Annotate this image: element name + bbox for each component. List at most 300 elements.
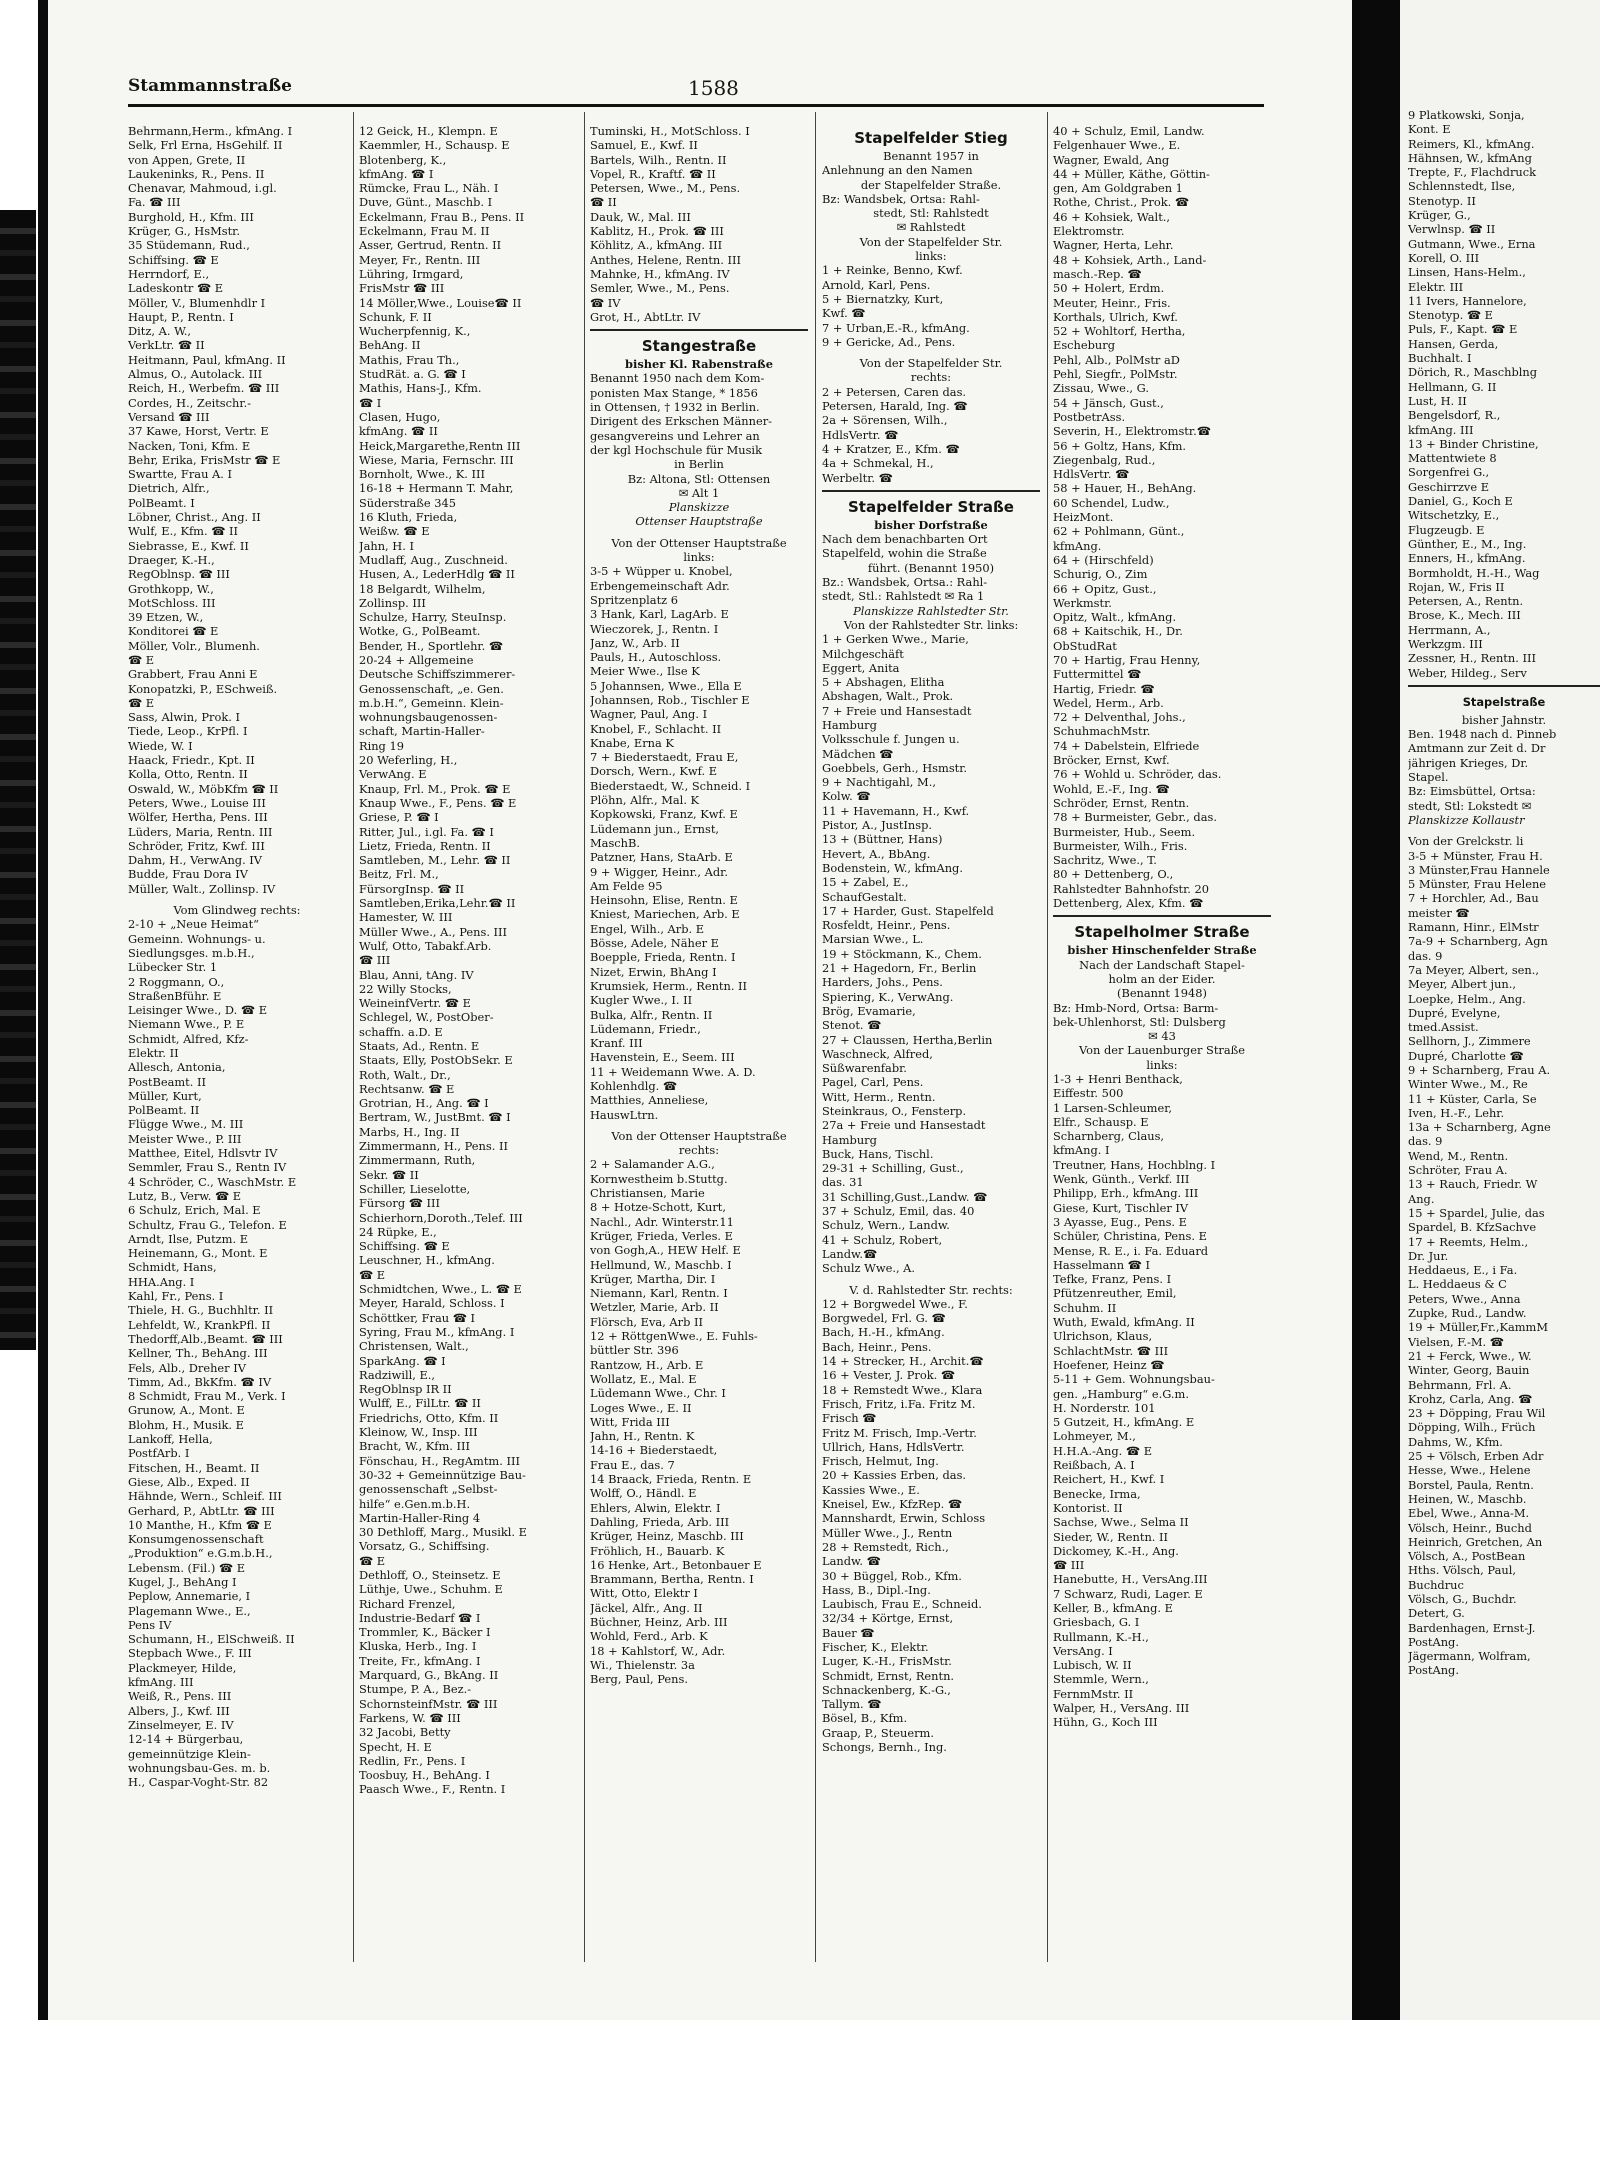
directory-entry-line: masch.-Rep. ☎ (1053, 266, 1142, 281)
directory-entry-line: 22 Willy Stocks, (359, 981, 452, 996)
directory-entry-line: 3 Münster,Frau Hannele (1408, 862, 1550, 877)
directory-entry-line: kfmAng. I (1053, 1143, 1110, 1158)
directory-entry-line: ☎ III (359, 953, 391, 968)
directory-entry-line: Flügge Wwe., M. III (128, 1117, 244, 1132)
directory-entry-line: Wagner, Ewald, Ang (1053, 152, 1170, 167)
directory-entry-line: Buchhalt. I (1408, 351, 1472, 366)
directory-entry-line: Berg, Paul, Pens. (590, 1672, 688, 1687)
directory-entry-line: kfmAng. ☎ I (359, 166, 434, 181)
directory-entry-line: Rümcke, Frau L., Näh. I (359, 181, 499, 196)
directory-entry-line: Schiffsing. ☎ E (359, 1239, 450, 1254)
directory-entry-line: 58 + Hauer, H., BehAng. (1053, 481, 1197, 496)
directory-entry-line: Ring 19 (359, 738, 404, 753)
directory-entry-line: Zissau, Wwe., G. (1053, 381, 1149, 396)
directory-entry-line: Rullmann, K.-H., (1053, 1629, 1149, 1644)
directory-entry-line: 8 + Hotze-Schott, Kurt, (590, 1200, 727, 1215)
directory-entry-line: 2 Roggmann, O., (128, 974, 225, 989)
directory-entry-line: Wohld, E.-F., Ing. ☎ (1053, 781, 1170, 796)
directory-entry-line: Herrmann, A., (1408, 622, 1491, 637)
directory-entry-line: Zinselmeyer, E. IV (128, 1717, 234, 1732)
directory-entry-line: Kwf. ☎ (822, 306, 866, 321)
directory-entry-line: Schnackenberg, K.-G., (822, 1682, 951, 1697)
directory-entry-line: 50 + Holert, Erdm. (1053, 281, 1165, 296)
directory-entry-line: kfmAng. ☎ II (359, 424, 438, 439)
directory-entry-line: Pagel, Carl, Pens. (822, 1075, 924, 1090)
page-number: 1588 (688, 76, 739, 100)
directory-entry-line: 2 + Salamander A.G., (590, 1157, 715, 1172)
directory-entry-line: Gutmann, Wwe., Erna (1408, 236, 1536, 251)
directory-entry-line: Siedlungsges. m.b.H., (128, 945, 255, 960)
directory-entry-line: wohnungsbau-Ges. m. b. (128, 1760, 271, 1775)
directory-entry-line: 4 Schröder, C., WaschMstr. E (128, 1174, 297, 1189)
directory-entry-line: Benannt 1957 in (883, 149, 979, 163)
directory-entry-line: 12 + RöttgenWwe., E. Fuhls- (590, 1329, 758, 1344)
directory-entry-line: 66 + Opitz, Gust., (1053, 581, 1157, 596)
directory-entry-line: Knaup, Frl. M., Prok. ☎ E (359, 781, 511, 796)
directory-entry-line: SchornsteinfMstr. ☎ III (359, 1696, 498, 1711)
directory-entry-line: Elfr., Schausp. E (1053, 1114, 1149, 1129)
directory-entry-line: Hamburg (822, 717, 877, 732)
directory-entry-line: Sachritz, Wwe., T. (1053, 853, 1157, 868)
directory-entry-line: Hass, B., Dipl.-Ing. (822, 1582, 931, 1597)
directory-entry-line: Asser, Gertrud, Rentn. II (359, 238, 502, 253)
directory-entry-line: Schultz, Frau G., Telefon. E (128, 1217, 287, 1232)
directory-entry-line: Specht, H. E (359, 1739, 432, 1754)
directory-entry-line: Kolla, Otto, Rentn. II (128, 767, 248, 782)
directory-entry-line: Lust, H. II (1408, 393, 1467, 408)
directory-entry-line: Von der Rahlstedter Str. links: (843, 617, 1019, 632)
directory-entry-line: Rantzow, H., Arb. E (590, 1357, 704, 1372)
directory-entry-line: HdlsVertr. ☎ (1053, 467, 1130, 482)
directory-entry-line: Griesbach, G. I (1053, 1615, 1140, 1630)
directory-entry-line: 14 Möller,Wwe., Louise☎ II (359, 295, 522, 310)
adjacent-page-column (1408, 108, 1600, 1678)
directory-entry-line: Ullrich, Hans, HdlsVertr. (822, 1439, 965, 1454)
directory-entry-line: Deutsche Schiffszimmerer- (359, 667, 516, 682)
directory-entry-line: 30 Dethloff, Marg., Musikl. E (359, 1525, 527, 1540)
directory-entry-line: Stapel. (1408, 770, 1449, 785)
directory-entry-line: Kaemmler, H., Schausp. E (359, 138, 510, 153)
directory-entry-line: Kohlenhdlg. ☎ (590, 1079, 678, 1093)
directory-entry-line: Hähnsen, W., kfmAng (1408, 150, 1532, 165)
directory-entry-line: Pens IV (128, 1617, 172, 1632)
directory-entry-line: Mädchen ☎ (822, 746, 894, 761)
directory-entry-line: Draeger, K.-H., (128, 552, 215, 567)
directory-entry-line: Müller, Kurt, (128, 1088, 202, 1103)
directory-entry-line: Staats, Elly, PostObSekr. E (359, 1053, 513, 1068)
directory-entry-line: Boepple, Frieda, Rentn. I (590, 950, 736, 965)
directory-entry-line: Bz.: Wandsbek, Ortsa.: Rahl- (822, 575, 988, 590)
directory-entry-line: Krüger, Frieda, Verles. E (590, 1228, 733, 1243)
directory-entry-line: 64 + (Hirschfeld) (1053, 552, 1154, 567)
directory-entry-line: Hamester, W. III (359, 910, 453, 925)
directory-entry-line: Schumann, H., ElSchweiß. II (128, 1632, 295, 1647)
directory-entry-line: Rosfeldt, Heinr., Pens. (822, 918, 951, 933)
directory-entry-line: H., Caspar-Voght-Str. 82 (128, 1775, 269, 1790)
directory-entry-line: Kontorist. II (1053, 1500, 1123, 1515)
directory-entry-line: Kahl, Fr., Pens. I (128, 1289, 224, 1304)
directory-entry-line: Griese, P. ☎ I (359, 810, 439, 825)
directory-entry-line: Völsch, Heinr., Buchd (1408, 1520, 1532, 1535)
directory-entry-line: Möller, Volr., Blumenh. (128, 638, 260, 653)
directory-entry-line: Winter Wwe., M., Re (1408, 1077, 1528, 1092)
directory-entry-line: 12 + Borgwedel Wwe., F. (822, 1296, 968, 1311)
directory-entry-line: RegOblnsp IR II (359, 1382, 452, 1397)
directory-entry-line: Bz: Wandsbek, Ortsa: Rahl- (822, 191, 980, 206)
directory-entry-line: Dauk, W., Mal. III (590, 209, 691, 224)
directory-entry-line: Bodenstein, W., kfmAng. (822, 860, 963, 875)
directory-entry-line: Ehlers, Alwin, Elektr. I (590, 1500, 721, 1515)
directory-entry-line: HHA.Ang. I (128, 1274, 195, 1289)
directory-entry-line: 20-24 + Allgemeine (359, 652, 474, 667)
directory-entry-line: Iven, H.-F., Lehr. (1408, 1105, 1505, 1120)
directory-entry-line: Patzner, Hans, StaArb. E (590, 850, 733, 865)
directory-entry-line: ☎ II (590, 195, 617, 210)
directory-entry-line: Severin, H., Elektromstr.☎ (1053, 424, 1211, 439)
directory-entry-line: Thedorff,Alb.,Beamt. ☎ III (128, 1331, 283, 1346)
directory-entry-line: 18 Belgardt, Wilhelm, (359, 581, 486, 596)
directory-entry-line: Schiller, Lieselotte, (359, 1181, 471, 1196)
directory-entry-line: Elektr. II (128, 1046, 179, 1060)
directory-entry-line: Walper, H., VersAng. III (1053, 1701, 1190, 1716)
directory-entry-line: Stemmle, Wern., (1053, 1672, 1149, 1687)
directory-entry-line: Lühring, Irmgard, (359, 266, 464, 281)
directory-entry-line: 11 + Havemann, H., Kwf. (822, 803, 970, 818)
directory-entry-line: Bz: Hmb-Nord, Ortsa: Barm- (1053, 1000, 1219, 1015)
directory-entry-line: Puls, F., Kapt. ☎ E (1408, 322, 1518, 337)
directory-entry-line: Futtermittel ☎ (1053, 667, 1142, 682)
directory-entry-line: Nachl., Adr. Winterstr.11 (590, 1214, 734, 1229)
directory-entry-line: Bösse, Adele, Näher E (590, 936, 720, 951)
directory-entry-line: 68 + Kaitschik, H., Dr. (1053, 624, 1183, 639)
directory-entry-line: Kolw. ☎ (822, 789, 871, 804)
directory-entry-line: Fischer, K., Elektr. (822, 1639, 929, 1654)
directory-entry-line: 32 Jacobi, Betty (359, 1725, 451, 1740)
directory-entry-line: Völsch, G., Buchdr. (1408, 1591, 1517, 1606)
directory-entry-line: wohnungsbaugenossen- (359, 710, 498, 725)
directory-entry-line: Jägermann, Wolfram, (1408, 1649, 1531, 1664)
directory-entry-line: Mahnke, H., kfmAng. IV (590, 266, 730, 281)
directory-entry-line: 1-3 + Henri Benthack, (1053, 1072, 1183, 1086)
directory-entry-line: Hamburg (822, 1132, 877, 1147)
directory-entry-line: kfmAng. III (1408, 422, 1474, 437)
directory-entry-line: ☎ E (359, 1553, 386, 1568)
directory-entry-line: Döpping, Wilh., Früch (1408, 1420, 1536, 1435)
directory-entry-line: 29-31 + Schilling, Gust., (822, 1161, 964, 1176)
directory-entry-line: 17 + Reemts, Helm., (1408, 1234, 1529, 1249)
directory-entry-line: Tuminski, H., MotSchloss. I (590, 124, 750, 138)
directory-entry-line: Schmidt, Hans, (128, 1260, 217, 1275)
directory-entry-line: Schröter, Frau A. (1408, 1163, 1508, 1178)
directory-entry-line: SchaufGestalt. (822, 889, 907, 904)
directory-entry-line: Möller, V., Blumenhdlr I (128, 295, 266, 310)
directory-entry-line: Lüthje, Uwe., Schuhm. E (359, 1582, 503, 1597)
directory-entry-line: Völsch, A., PostBean (1408, 1549, 1526, 1564)
directory-entry-line: Stapelfeld, wohin die Straße (822, 546, 987, 561)
directory-entry-line: PolBeamt. II (128, 1103, 200, 1118)
directory-entry-line: meister ☎ (1408, 905, 1470, 920)
directory-entry-line: tmed.Assist. (1408, 1020, 1479, 1035)
scan-bottom-margin (0, 2020, 1600, 2177)
directory-entry-line: Lüdemann Wwe., Chr. I (590, 1386, 726, 1401)
directory-entry-line: RegOblnsp. ☎ III (128, 567, 230, 582)
directory-entry-line: 8 Schmidt, Frau M., Verk. I (128, 1389, 286, 1404)
directory-entry-line: links: (1146, 1057, 1178, 1072)
directory-entry-line: stedt, Stl.: Rahlstedt ✉ Ra 1 (822, 589, 985, 604)
directory-entry-line: Fürsorg ☎ III (359, 1196, 441, 1211)
directory-entry-line: 3-5 + Münster, Frau H. (1408, 848, 1543, 863)
directory-entry-line: PostAng. (1408, 1663, 1459, 1678)
directory-entry-line: Landw.☎ (822, 1246, 878, 1261)
directory-entry-line: 19 + Müller,Fr.,KammM (1408, 1320, 1549, 1335)
directory-entry-line: bek-Uhlenhorst, Stl: Dulsberg (1053, 1014, 1226, 1029)
directory-entry-line: Grabbert, Frau Anni E (128, 667, 258, 682)
directory-entry-line: Abshagen, Walt., Prok. (822, 689, 954, 704)
directory-entry-line: Dahm, H., VerwAng. IV (128, 853, 263, 868)
directory-entry-line: Rojan, W., Fris II (1408, 579, 1505, 594)
directory-entry-line: Benecke, Irma, (1053, 1486, 1141, 1501)
directory-entry-line: Laukeninks, R., Pens. II (128, 166, 265, 181)
directory-entry-line: 5 Johannsen, Wwe., Ella E (590, 678, 742, 693)
directory-entry-line: SchlachtMstr. ☎ III (1053, 1343, 1169, 1358)
directory-entry-line: Meister Wwe., P. III (128, 1131, 242, 1146)
directory-entry-line: Bartels, Wilh., Rentn. II (590, 152, 727, 167)
directory-entry-line: Hansen, Gerda, (1408, 336, 1499, 351)
directory-entry-line: 5 Münster, Frau Helene (1408, 877, 1547, 892)
directory-entry-line: Rothe, Christ., Prok. ☎ (1053, 195, 1190, 210)
directory-entry-line: Janz, W., Arb. II (590, 635, 680, 650)
directory-entry-line: rechts: (910, 370, 952, 385)
directory-entry-line: Knobel, F., Schlacht. II (590, 721, 722, 736)
directory-entry-line: Fönschau, H., RegAmtm. III (359, 1453, 520, 1468)
directory-entry-line: Burghold, H., Kfm. III (128, 209, 254, 224)
directory-entry-line: Wulff, E., FilLtr. ☎ II (359, 1396, 481, 1411)
directory-entry-line: Herrndorf, E., (128, 266, 210, 281)
directory-entry-line: 21 + Ferck, Wwe., W. (1408, 1348, 1532, 1363)
directory-entry-line: Wulf, Otto, Tabakf.Arb. (359, 938, 492, 953)
directory-entry-line: Treutner, Hans, Hochblng. I (1053, 1157, 1216, 1172)
directory-entry-line: von Appen, Grete, II (128, 152, 246, 167)
directory-entry-line: links: (915, 249, 947, 264)
directory-entry-line: Philipp, Erh., kfmAng. III (1053, 1186, 1199, 1201)
running-header-street: Stammannstraße (128, 76, 292, 96)
directory-entry-line: Krüger, G., HsMstr. (128, 224, 240, 239)
directory-entry-line: 4 + Kratzer, E., Kfm. ☎ (822, 441, 960, 456)
directory-entry-line: Dietrich, Alfr., (128, 481, 210, 496)
directory-entry-line: WeineinfVertr. ☎ E (359, 996, 471, 1011)
directory-entry-line: H. Norderstr. 101 (1053, 1400, 1156, 1415)
directory-entry-line: Günther, E., M., Ing. (1408, 536, 1527, 551)
directory-entry-line: Korell, O. III (1408, 250, 1480, 265)
directory-entry-line: 37 + Schulz, Emil, das. 40 (822, 1204, 975, 1219)
directory-entry-line: Schmidt, Alfred, Kfz- (128, 1031, 249, 1046)
directory-entry-line: schaffn. a.D. E (359, 1024, 443, 1039)
directory-entry-line: Industrie-Bedarf ☎ I (359, 1610, 481, 1625)
directory-entry-line: Blau, Anni, tAng. IV (359, 967, 474, 982)
directory-entry-line: 2 + Petersen, Caren das. (822, 384, 967, 399)
directory-entry-line: Korthals, Ulrich, Kwf. (1053, 309, 1178, 324)
directory-entry-line: Ramann, Hinr., ElMstr (1408, 920, 1539, 935)
directory-entry-line: ✉ Rahlstedt (896, 220, 966, 235)
section-rule (822, 490, 1040, 492)
directory-entry-line: Wagner, Paul, Ang. I (590, 707, 708, 722)
directory-entry-line: 5 Gutzeit, H., kfmAng. E (1053, 1415, 1195, 1430)
column-divider (353, 112, 354, 1962)
directory-entry-line: Johannsen, Rob., Tischler E (590, 692, 750, 707)
directory-entry-line: 10 Manthe, H., Kfm ☎ E (128, 1517, 272, 1532)
directory-entry-line: Brög, Evamarie, (822, 1003, 916, 1018)
directory-entry-line: Schmidtchen, Wwe., L. ☎ E (359, 1282, 522, 1297)
directory-entry-line: Dickomey, K.-H., Ang. (1053, 1543, 1179, 1558)
directory-entry-line: bisher Dorfstraße (874, 517, 988, 532)
directory-entry-line: Allesch, Antonia, (128, 1060, 226, 1075)
directory-entry-line: Bz: Eimsbüttel, Ortsa: (1408, 784, 1536, 799)
directory-entry-line: Paasch Wwe., F., Rentn. I (359, 1782, 506, 1797)
directory-entry-line: Dorsch, Wern., Kwf. E (590, 764, 718, 779)
directory-entry-line: Engel, Wilh., Arb. E (590, 921, 705, 936)
directory-entry-line: 7 Schwarz, Rudi, Lager. E (1053, 1586, 1203, 1601)
directory-entry-line: 9 Platkowski, Sonja, (1408, 108, 1525, 122)
directory-entry-line: Landw. ☎ (822, 1554, 881, 1569)
directory-entry-line: Kornwestheim b.Stuttg. (590, 1171, 728, 1186)
directory-entry-line: Bertram, W., JustBmt. ☎ I (359, 1110, 511, 1125)
directory-entry-line: Vielsen, F.-M. ☎ (1408, 1334, 1504, 1349)
directory-entry-line: 74 + Dabelstein, Elfriede (1053, 738, 1200, 753)
directory-entry-line: das. 9 (1408, 1134, 1443, 1149)
directory-entry-line: Weiß, R., Pens. III (128, 1689, 232, 1704)
directory-entry-line: bisher Hinschenfelder Straße (1067, 943, 1257, 958)
directory-entry-line: Mense, R. E., i. Fa. Eduard (1053, 1243, 1209, 1258)
directory-entry-line: Spardel, B. KfzSachve (1408, 1220, 1537, 1235)
directory-entry-line: Gerhard, P., AbtLtr. ☎ III (128, 1503, 275, 1518)
directory-entry-line: 3 Ayasse, Eug., Pens. E (1053, 1214, 1187, 1229)
section-rule (590, 329, 808, 331)
directory-entry-line: Ditz, A. W., (128, 324, 192, 339)
directory-entry-line: Husen, A., LederHdlg ☎ II (359, 567, 515, 582)
directory-entry-line: Opitz, Walt., kfmAng. (1053, 610, 1177, 625)
directory-entry-line: 7 + Freie und Hansestadt (822, 703, 972, 718)
directory-entry-line: Dupré, Evelyne, (1408, 1005, 1501, 1020)
directory-entry-line: 16-18 + Hermann T. Mahr, (359, 481, 514, 496)
column-divider (1047, 112, 1048, 1962)
directory-entry-line: Wölfer, Hertha, Pens. III (128, 810, 268, 825)
directory-entry-line: Schulz, Wern., Landw. (822, 1218, 950, 1233)
directory-entry-line: Krüger, Heinz, Maschb. III (590, 1529, 744, 1544)
directory-entry-line: gen, Am Goldgraben 1 (1053, 181, 1183, 196)
directory-column-3 (590, 124, 808, 1686)
directory-entry-line: Behrmann, Frl. A. (1408, 1377, 1512, 1392)
directory-entry-line: 3-5 + Wüpper u. Knobel, (590, 564, 733, 579)
directory-entry-line: Vopel, R., Kraftf. ☎ II (590, 166, 716, 181)
directory-entry-line: Frau E., das. 7 (590, 1457, 675, 1472)
directory-entry-line: Stumpe, P. A., Bez.- (359, 1682, 472, 1697)
directory-entry-line: Schunk, F. II (359, 309, 432, 324)
directory-entry-line: Von der Stapelfelder Str. (859, 356, 1003, 371)
directory-entry-line: Lüders, Maria, Rentn. III (128, 824, 273, 839)
directory-entry-line: Kassies Wwe., E. (822, 1482, 920, 1497)
directory-entry-line: Mudlaff, Aug., Zuschneid. (359, 552, 508, 567)
directory-entry-line: Bormholdt, H.-H., Wag (1408, 565, 1540, 580)
directory-entry-line: Wohld, Ferd., Arb. K (590, 1629, 708, 1644)
directory-entry-line: Sekr. ☎ II (359, 1167, 419, 1182)
directory-entry-line: Brose, K., Mech. III (1408, 608, 1521, 623)
directory-entry-line: Weber, Hildeg., Serv (1408, 665, 1527, 680)
directory-entry-line: Mathis, Hans-J., Kfm. (359, 381, 482, 396)
directory-entry-line: m.b.H.“, Gemeinn. Klein- (359, 695, 504, 710)
directory-entry-line: ponisten Max Stange, * 1856 (590, 385, 758, 400)
directory-entry-line: 15 + Zabel, E., (822, 875, 909, 890)
directory-entry-line: 12-14 + Bürgerbau, (128, 1732, 244, 1747)
directory-entry-line: Behrmann,Herm., kfmAng. I (128, 124, 293, 138)
directory-entry-line: Lietz, Frieda, Rentn. II (359, 838, 491, 853)
directory-entry-line: in Ottensen, † 1932 in Berlin. (590, 400, 760, 415)
directory-entry-line: 9 + Wigger, Heinr., Adr. (590, 864, 728, 879)
directory-entry-line: Pehl, Alb., PolMstr aD (1053, 352, 1180, 367)
directory-entry-line: Süßwarenfabr. (822, 1061, 907, 1076)
directory-entry-line: 25 + Völsch, Erben Adr (1408, 1449, 1544, 1464)
directory-entry-line: VersAng. I (1053, 1643, 1113, 1658)
directory-entry-line: holm an der Eider. (1108, 971, 1216, 986)
directory-entry-line: Volksschule f. Jungen u. (822, 732, 960, 747)
directory-entry-line: 6 Schulz, Erich, Mal. E (128, 1203, 261, 1218)
directory-entry-line: Burmeister, Hub., Seem. (1053, 824, 1196, 839)
directory-entry-line: Goebbels, Gerh., Hsmstr. (822, 760, 968, 775)
directory-entry-line: Albers, J., Kwf. III (128, 1703, 230, 1718)
directory-entry-line: Lehfeldt, W., KrankPfl. II (128, 1317, 271, 1332)
directory-column-1 (128, 124, 346, 1789)
directory-entry-line: 37 Kawe, Horst, Vertr. E (128, 424, 269, 439)
directory-entry-line: Frisch ☎ (822, 1411, 877, 1426)
directory-entry-line: SparkAng. ☎ I (359, 1353, 446, 1368)
directory-entry-line: Frisch, Fritz, i.Fa. Fritz M. (822, 1396, 976, 1411)
directory-entry-line: Tiede, Leop., KrPfl. I (128, 724, 248, 739)
directory-entry-line: Müller Wwe., A., Pens. III (359, 924, 508, 939)
column-divider (815, 112, 816, 1962)
directory-entry-line: Gemeinn. Wohnungs- u. (128, 931, 266, 946)
directory-entry-line: Dahling, Frieda, Arb. III (590, 1514, 730, 1529)
directory-entry-line: Samuel, E., Kwf. II (590, 138, 698, 153)
directory-entry-line: VerwAng. E (359, 767, 427, 782)
directory-entry-line: Schuhm. II (1053, 1300, 1117, 1315)
directory-entry-line: FürsorgInsp. ☎ II (359, 881, 465, 896)
directory-entry-line: ☎ III (1053, 1558, 1085, 1573)
directory-entry-line: L. Heddaeus & C (1408, 1277, 1507, 1292)
directory-entry-line: Bach, Heinr., Pens. (822, 1339, 932, 1354)
directory-entry-line: genossenschaft „Selbst- (359, 1482, 498, 1497)
directory-entry-line: 17 + Harder, Gust. Stapelfeld (822, 903, 994, 918)
directory-entry-line: 41 + Schulz, Robert, (822, 1232, 943, 1247)
directory-entry-line: Vorsatz, G., Schiffsing. (359, 1539, 490, 1554)
directory-entry-line: Ladeskontr ☎ E (128, 281, 224, 296)
directory-entry-line: Mattentwiete 8 (1408, 451, 1497, 466)
directory-entry-line: Müller, Walt., Zollinsp. IV (128, 881, 276, 896)
directory-entry-line: Bracht, W., Kfm. III (359, 1439, 470, 1454)
directory-column-5 (1053, 124, 1271, 1730)
directory-entry-line: Von der Ottenser Hauptstraße (611, 1128, 787, 1143)
directory-entry-line: 60 Schendel, Ludw., (1053, 495, 1170, 510)
directory-entry-line: Bulka, Alfr., Rentn. II (590, 1007, 713, 1022)
directory-entry-line: Giese, Kurt, Tischler IV (1053, 1200, 1189, 1215)
directory-entry-line: StudRät. a. G. ☎ I (359, 367, 466, 382)
directory-entry-line: Wieczorek, J., Rentn. I (590, 621, 719, 636)
directory-entry-line: Wagner, Herta, Lehr. (1053, 238, 1174, 253)
directory-entry-line: jährigen Krieges, Dr. (1408, 755, 1529, 770)
directory-entry-line: Wollatz, E., Mal. E (590, 1371, 697, 1386)
directory-entry-line: Dupré, Charlotte ☎ (1408, 1048, 1524, 1063)
directory-column-2 (359, 124, 577, 1797)
directory-entry-line: Buchdruc (1408, 1577, 1464, 1592)
directory-entry-line: Krüger, Martha, Dir. I (590, 1271, 716, 1286)
